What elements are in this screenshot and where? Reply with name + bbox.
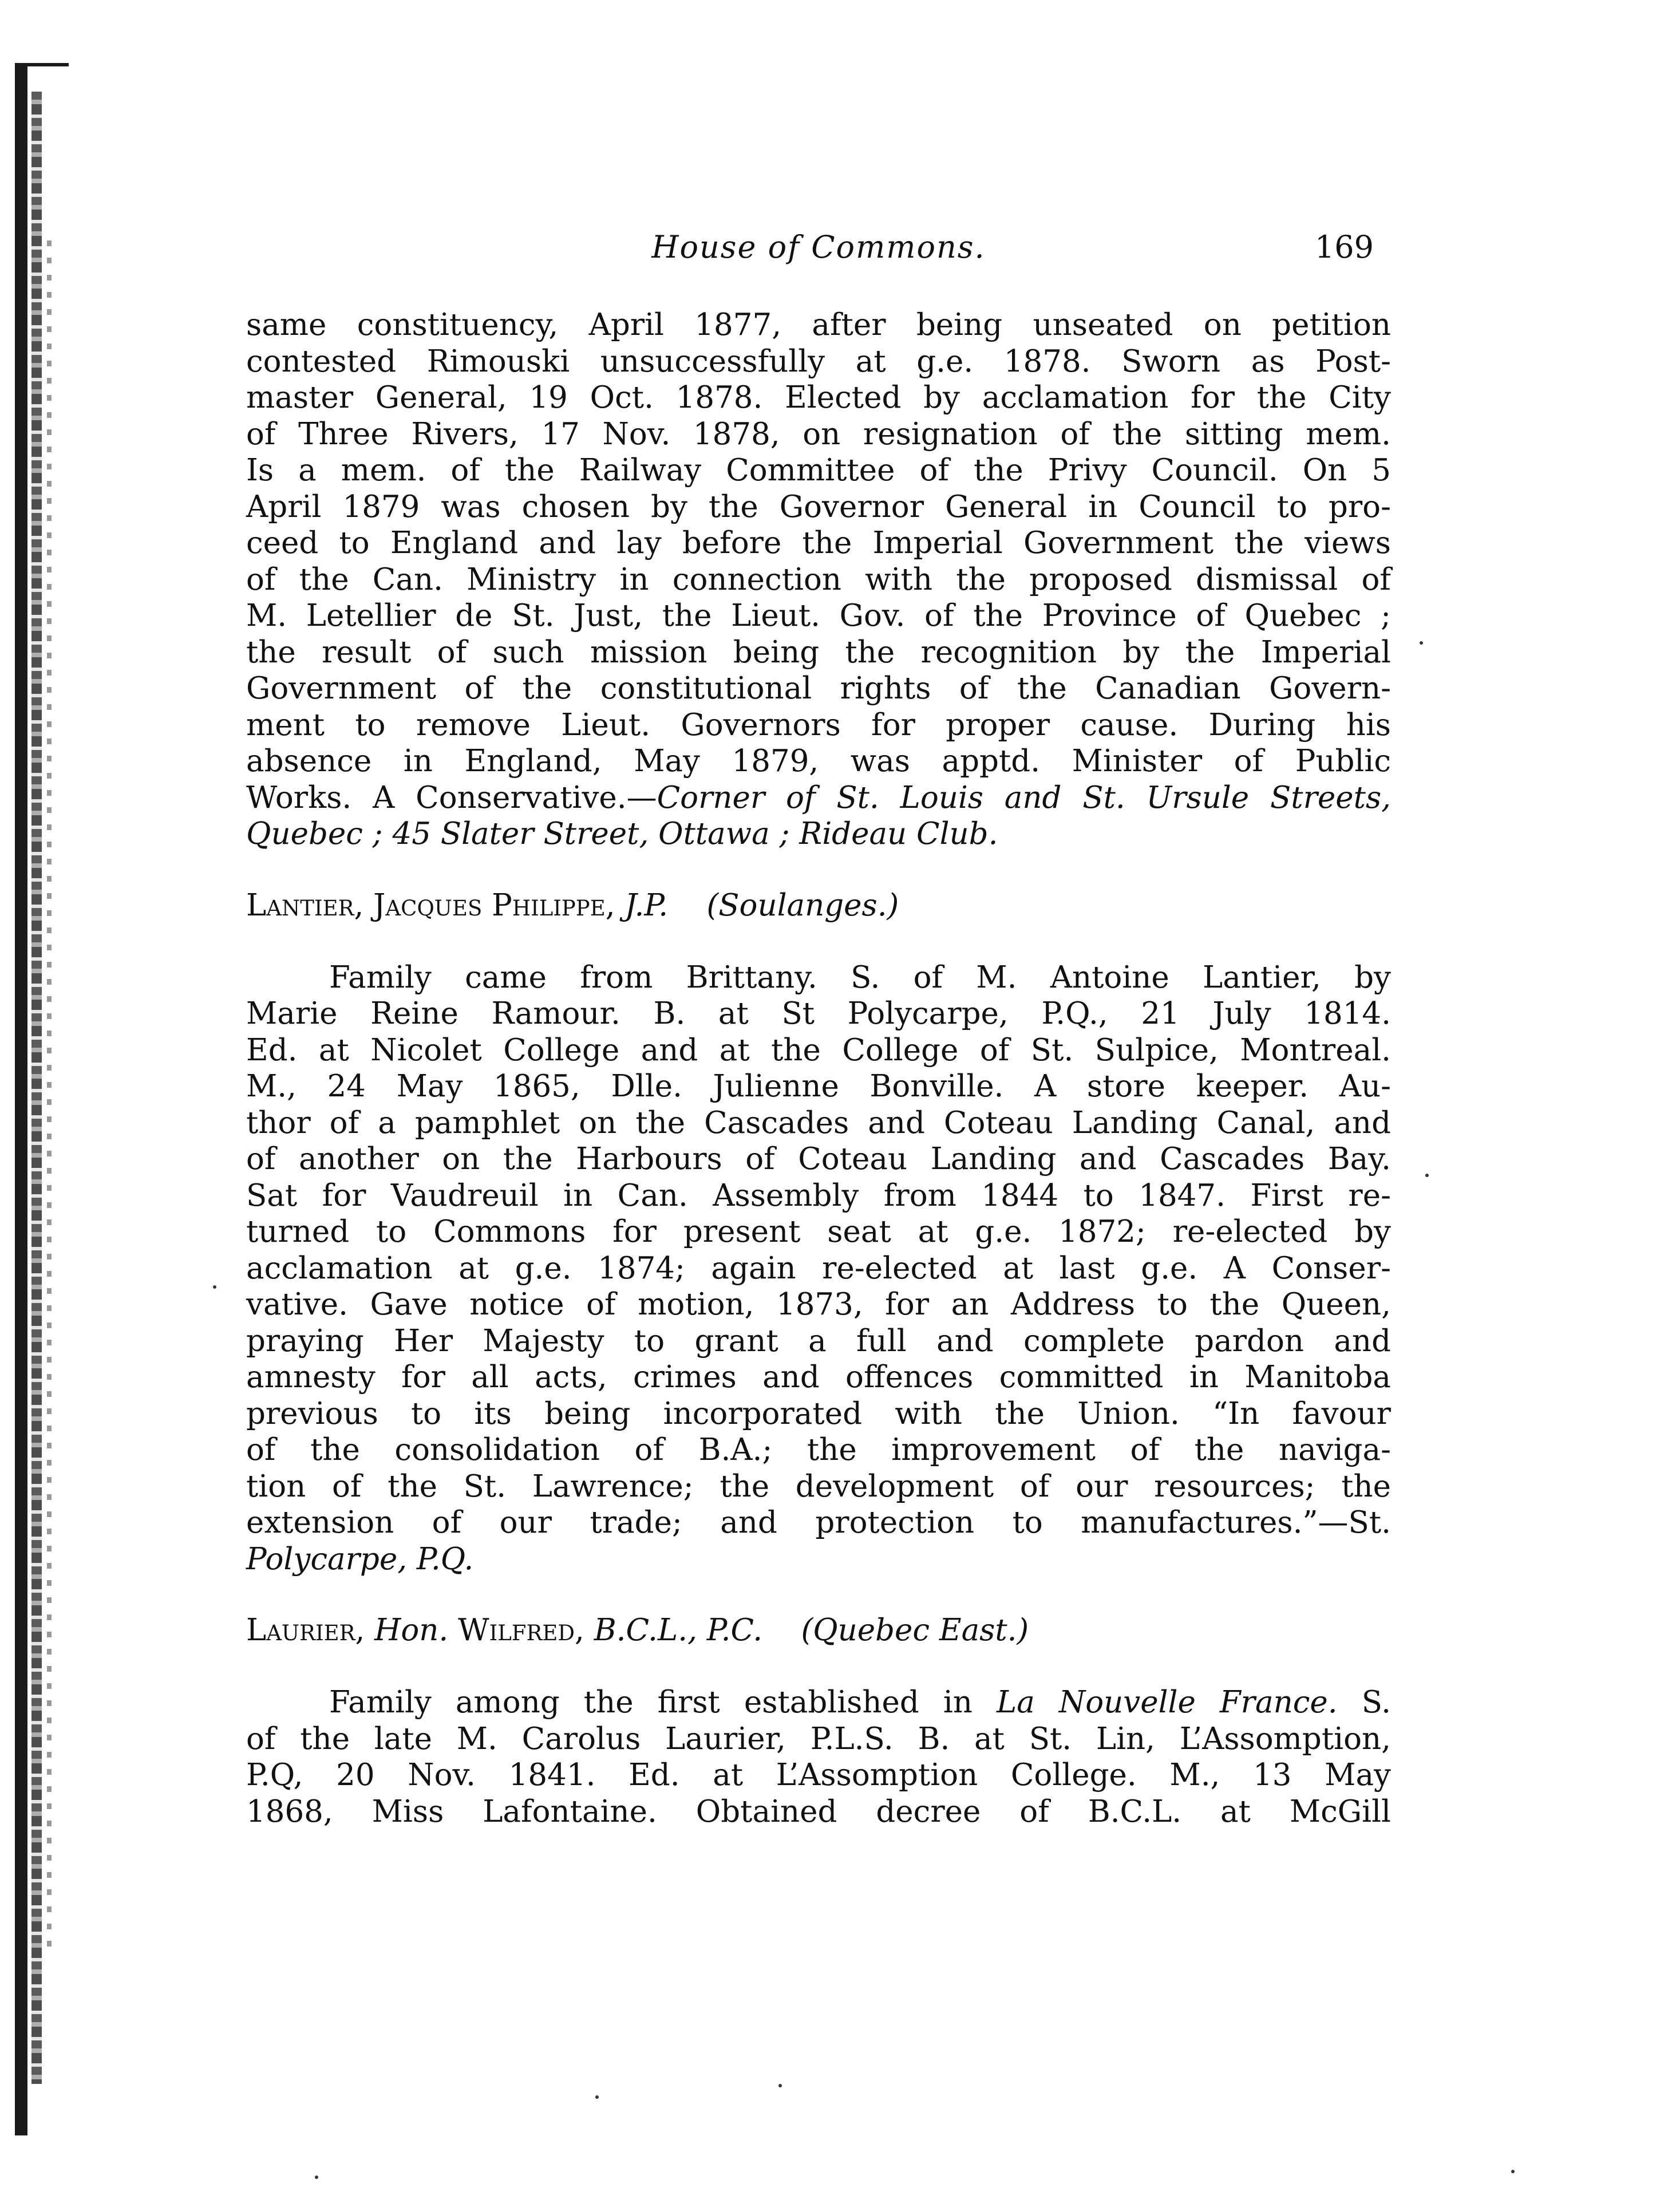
text-roman: Family among the first established in bbox=[329, 1685, 973, 1720]
text-line: Ed. at Nicolet College and at the College of St. Sulpice, Montreal. bbox=[246, 1032, 1391, 1068]
text-line: M. Letellier de St. Just, the Lieut. Gov. of the Province of Quebec ; bbox=[246, 598, 1391, 633]
text-line: absence in England, May 1879, was apptd. Minister of Public bbox=[246, 744, 1391, 779]
text-roman-end: S. bbox=[1361, 1685, 1391, 1720]
entry-riding: (Quebec East.) bbox=[801, 1613, 1029, 1648]
entry-title: J.P. bbox=[624, 887, 669, 923]
right-page-edge bbox=[1537, 0, 1680, 2203]
text-line: amnesty for all acts, crimes and offences committed in Manitoba bbox=[246, 1360, 1391, 1395]
text-line: of another on the Harbours of Coteau Landing and Cascades Bay. bbox=[246, 1142, 1391, 1176]
text-line: P.Q, 20 Nov. 1841. Ed. at L’Assomption College. M., 13 May bbox=[246, 1758, 1391, 1793]
running-head-title: House of Commons. bbox=[651, 229, 986, 265]
text-line: M., 24 May 1865, Dlle. Julienne Bonville. A store keeper. Au- bbox=[246, 1069, 1391, 1104]
scan-speck bbox=[1420, 641, 1423, 645]
text-line: 1868, Miss Lafontaine. Obtained decree of B.C.L. at McGill bbox=[246, 1794, 1391, 1829]
entry-heading-laurier bbox=[246, 1613, 1391, 1648]
text-line: tion of the St. Lawrence; the development of our resources; the bbox=[246, 1468, 1391, 1504]
entry-riding: (Soulanges.) bbox=[706, 887, 899, 923]
text-line: ment to remove Lieut. Governors for proper cause. During his bbox=[246, 707, 1391, 743]
text-line: Family came from Brittany. S. of M. Antoine Lantier, by bbox=[329, 960, 1391, 995]
left-binding-edge bbox=[0, 0, 69, 2203]
text-line: Is a mem. of the Railway Committee of the Privy Council. On 5 bbox=[246, 453, 1391, 488]
text-line: master General, 19 Oct. 1878. Elected by acclamation for the City bbox=[246, 380, 1391, 415]
entry-surname: Laurier, bbox=[246, 1613, 365, 1648]
text-line: April 1879 was chosen by the Governor General in Council to pro- bbox=[246, 489, 1391, 524]
entry-surname: Lantier, bbox=[246, 887, 364, 923]
entry-body-lantier bbox=[246, 960, 1391, 1578]
address-line: Quebec ; 45 Slater Street, Ottawa ; Rideau Club. bbox=[246, 816, 998, 851]
entry-title: B.C.L., P.C. bbox=[594, 1613, 763, 1648]
address-italic: Corner of St. Louis and St. Ursule Streets, bbox=[657, 780, 1391, 815]
text-line: Sat for Vaudreuil in Can. Assembly from 1844 to 1847. First re- bbox=[246, 1178, 1391, 1213]
text-line: the result of such mission being the recognition by the Imperial bbox=[246, 634, 1391, 670]
entry-body-laurier bbox=[246, 1684, 1391, 1830]
text-line: praying Her Majesty to grant a full and complete pardon and bbox=[246, 1323, 1391, 1359]
text-line-mixed: Works. A Conservative.—Corner of St. Louis and St. Ursule Streets, bbox=[246, 780, 1391, 815]
scan-speck bbox=[1425, 1174, 1429, 1177]
text-line: ceed to England and lay before the Imperial Government the views bbox=[246, 526, 1391, 560]
binding-texture-faint bbox=[47, 240, 52, 1958]
page-number: 169 bbox=[1314, 229, 1374, 265]
text-line: previous to its being incorporated with the Union. “In favour bbox=[246, 1396, 1391, 1431]
text-roman: Works. A Conservative. bbox=[246, 780, 627, 815]
text-line: vative. Gave notice of motion, 1873, for an Address to the Queen, bbox=[246, 1287, 1391, 1322]
text-line: turned to Commons for present seat at g.e. 1872; re-elected by bbox=[246, 1214, 1391, 1249]
text-line-final: Polycarpe, P.Q. bbox=[246, 1541, 474, 1577]
scan-speck bbox=[595, 2095, 599, 2099]
page-body bbox=[246, 229, 1391, 1830]
text-line: extension of our trade; and protection to manufactures.”—St. bbox=[246, 1505, 1391, 1540]
binding-texture bbox=[31, 92, 42, 2084]
text-line: of the consolidation of B.A.; the improvement of the naviga- bbox=[246, 1432, 1391, 1467]
text-line: thor of a pamphlet on the Cascades and Coteau Landing Canal, and bbox=[246, 1105, 1391, 1140]
scan-speck bbox=[778, 2084, 782, 2087]
scan-speck bbox=[213, 1285, 216, 1289]
text-line: of Three Rivers, 17 Nov. 1878, on resignation of the sitting mem. bbox=[246, 416, 1391, 452]
scan-speck bbox=[315, 2176, 318, 2179]
text-line: of the Can. Ministry in connection with the proposed dismissal of bbox=[246, 562, 1391, 597]
entry-honorific: Hon. bbox=[374, 1613, 449, 1648]
entry-given-names: Jacques Philippe, bbox=[373, 887, 615, 923]
text-line: of the late M. Carolus Laurier, P.L.S. B. at St. Lin, L’Assomption, bbox=[246, 1721, 1391, 1756]
entry-given-names: Wilfred, bbox=[458, 1613, 584, 1648]
continuation-entry bbox=[246, 307, 1391, 852]
text-line: Government of the constitutional rights of the Canadian Govern- bbox=[246, 671, 1391, 706]
text-line: contested Rimouski unsuccessfully at g.e. 1878. Sworn as Post- bbox=[246, 344, 1391, 379]
entry-heading-lantier bbox=[246, 888, 1391, 923]
text-italic: La Nouvelle France. bbox=[997, 1685, 1338, 1720]
text-line: acclamation at g.e. 1874; again re-elected at last g.e. A Conser- bbox=[246, 1250, 1391, 1286]
binding-shadow bbox=[15, 63, 27, 2135]
scan-speck bbox=[1511, 2170, 1515, 2173]
running-head bbox=[246, 229, 1391, 281]
text-line: Marie Reine Ramour. B. at St Polycarpe, P.Q., 21 July 1814. bbox=[246, 996, 1391, 1031]
text-line-mixed bbox=[246, 1684, 1391, 1721]
text-line: same constituency, April 1877, after being unseated on petition bbox=[246, 307, 1391, 342]
